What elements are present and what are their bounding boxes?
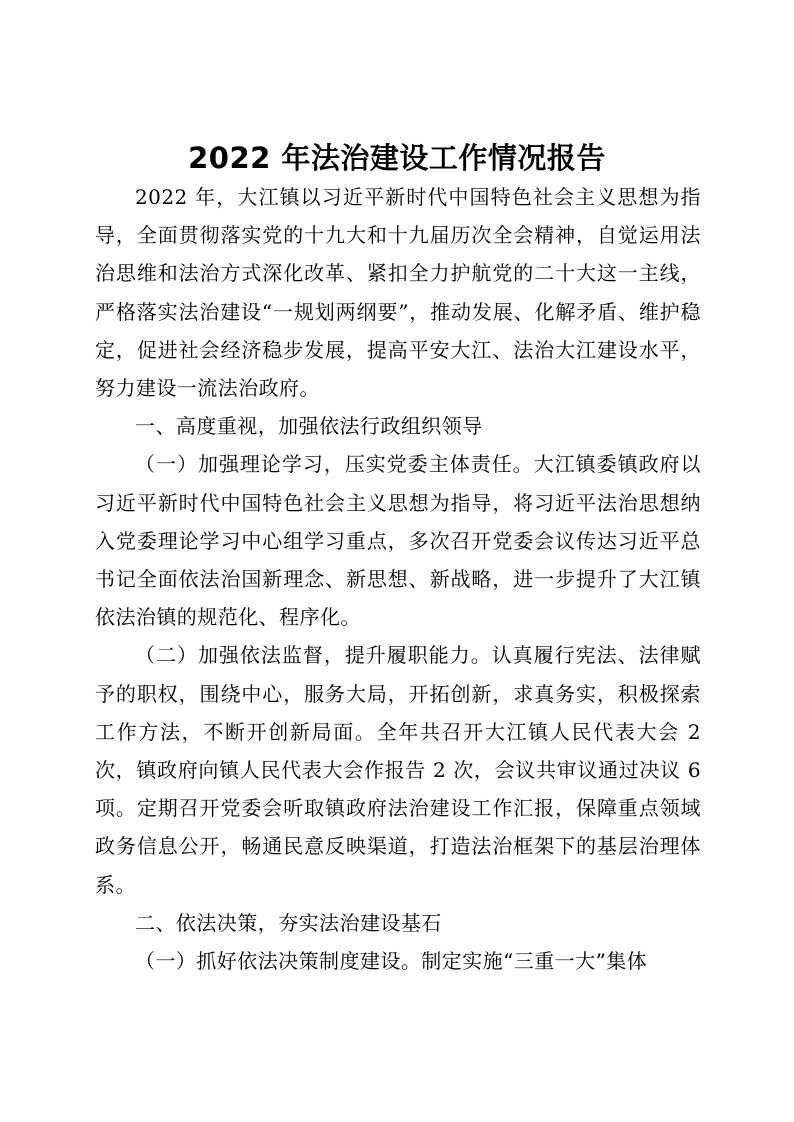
section-heading-1: 一、高度重视，加强依法行政组织领导 [135, 414, 483, 439]
intro-paragraph: 2022 年，大江镇以习近平新时代中国特色社会主义思想为指导，全面贯彻落实党的十九大和十九届历次全会精神，自觉运用法治思维和法治方式深化改革、紧扣全力护航党的二十大这一主线，严格落实法治建设“一规划两纲要”，推动发展、化解矛盾、维护稳定，促进社会经济稳步发展，提高平安大江、法治大江建设水平，努力建设一流法治政府。 [95, 185, 701, 401]
subsection-paragraph-1-2: （二）加强依法监督，提升履职能力。认真履行宪法、法律赋予的职权，围绕中心，服务大局，开拓创新，求真务实，积极探索工作方法，不断开创新局面。全年共召开大江镇人民代表大会 2 次，镇政府向镇人民代表大会作报告 2 次，会议共审议通过决议 6 项。定期召开党委会听取镇政府法治建设工作汇报，保障重点领域政务信息公开，畅通民意反映渠道，打造法治框架下的基层治理体系。 [95, 643, 701, 897]
document-title: 2022 年法治建设工作情况报告 [188, 141, 606, 175]
subsection-paragraph-1-1: （一）加强理论学习，压实党委主体责任。大江镇委镇政府以习近平新时代中国特色社会主义思想为指导，将习近平法治思想纳入党委理论学习中心组学习重点，多次召开党委会议传达习近平总书记全面依法治国新理念、新思想、新战略，进一步提升了大江镇依法治镇的规范化、程序化。 [95, 452, 701, 630]
document-body [95, 178, 701, 980]
subsection-paragraph-2-1: （一）抓好依法决策制度建设。制定实施“三重一大”集体 [135, 949, 648, 974]
section-heading-2: 二、依法决策，夯实法治建设基石 [135, 910, 442, 935]
